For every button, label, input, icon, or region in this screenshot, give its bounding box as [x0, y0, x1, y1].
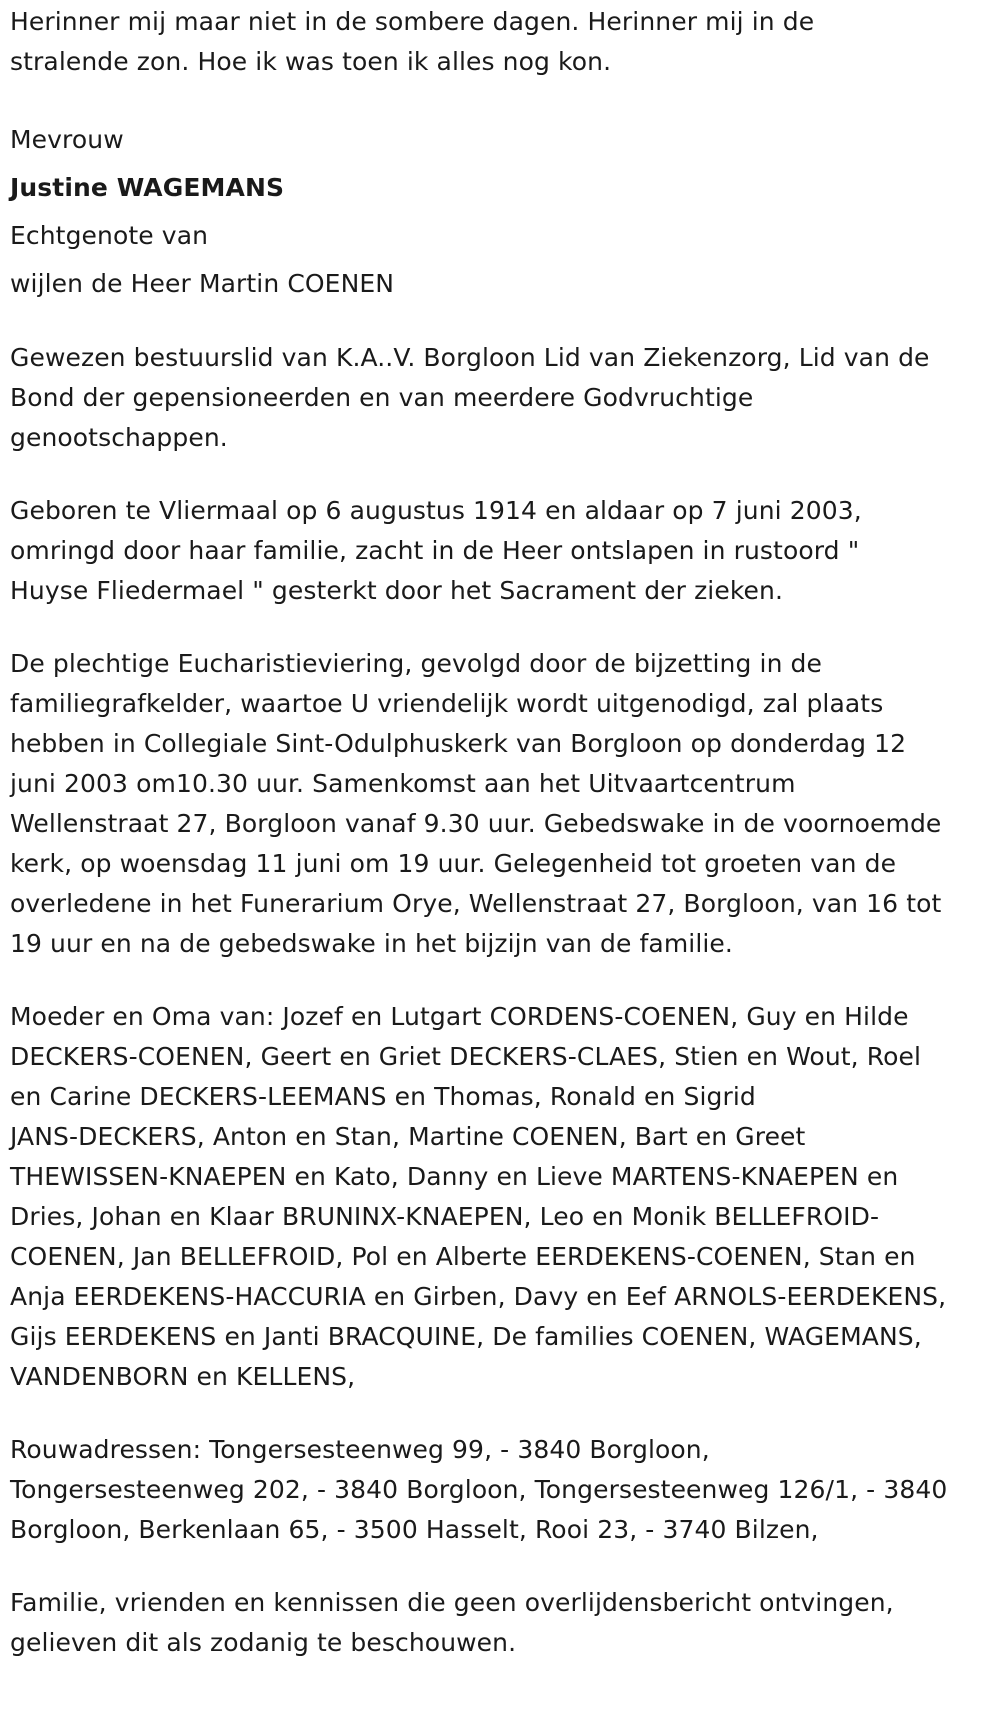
ceremony-paragraph: [10, 644, 995, 964]
relation: Echtgenote van: [10, 221, 209, 250]
text-line: Gewezen bestuurslid van K.A..V. Borgloon Lid van Ziekenzorg, Lid van de: [10, 343, 930, 372]
text-line: COENEN, Jan BELLEFROID, Pol en Alberte EERDEKENS-COENEN, Stan en: [10, 1242, 916, 1271]
text-line: Huyse Fliedermael " gesterkt door het Sacrament der zieken.: [10, 576, 783, 605]
obituary-document: [10, 0, 995, 1663]
text-line: juni 2003 om10.30 uur. Samenkomst aan het Uitvaartcentrum: [10, 769, 796, 798]
text-line: THEWISSEN-KNAEPEN en Kato, Danny en Lieve MARTENS-KNAEPEN en: [10, 1162, 899, 1191]
text-line: Tongersesteenweg 202, - 3840 Borgloon, Tongersesteenweg 126/1, - 3840: [10, 1475, 948, 1504]
text-line: 19 uur en na de gebedswake in het bijzijn van de familie.: [10, 929, 733, 958]
text-line: kerk, op woensdag 11 juni om 19 uur. Gelegenheid tot groeten van de: [10, 849, 897, 878]
closing-paragraph: [10, 1583, 995, 1663]
memorial-poem: [10, 0, 995, 82]
text-line: genootschappen.: [10, 423, 228, 452]
deceased-name: Justine WAGEMANS: [10, 173, 285, 202]
text-line: Gijs EERDEKENS en Janti BRACQUINE, De families COENEN, WAGEMANS,: [10, 1322, 922, 1351]
text-line: JANS-DECKERS, Anton en Stan, Martine COENEN, Bart en Greet: [10, 1122, 806, 1151]
text-line: DECKERS-COENEN, Geert en Griet DECKERS-CLAES, Stien en Wout, Roel: [10, 1042, 922, 1071]
salutation: Mevrouw: [10, 125, 124, 154]
text-line: gelieven dit als zodanig te beschouwen.: [10, 1628, 517, 1657]
text-line: Borgloon, Berkenlaan 65, - 3500 Hasselt, Rooi 23, - 3740 Bilzen,: [10, 1515, 819, 1544]
text-line: Geboren te Vliermaal op 6 augustus 1914 en aldaar op 7 juni 2003,: [10, 496, 862, 525]
text-line: Bond der gepensioneerden en van meerdere Godvruchtige: [10, 383, 754, 412]
text-line: Rouwadressen: Tongersesteenweg 99, - 3840 Borgloon,: [10, 1435, 710, 1464]
text-line: Dries, Johan en Klaar BRUNINX-KNAEPEN, Leo en Monik BELLEFROID-: [10, 1202, 880, 1231]
family-paragraph: [10, 997, 995, 1397]
text-line: Moeder en Oma van: Jozef en Lutgart CORDENS-COENEN, Guy en Hilde: [10, 1002, 909, 1031]
text-line: Wellenstraat 27, Borgloon vanaf 9.30 uur. Gebedswake in de voornoemde: [10, 809, 942, 838]
text-line: omringd door haar familie, zacht in de Heer ontslapen in rustoord ": [10, 536, 860, 565]
text-line: hebben in Collegiale Sint-Odulphuskerk van Borgloon op donderdag 12: [10, 729, 907, 758]
birth-death-paragraph: [10, 491, 995, 611]
text-line: familiegrafkelder, waartoe U vriendelijk wordt uitgenodigd, zal plaats: [10, 689, 884, 718]
text-line: De plechtige Eucharistieviering, gevolgd door de bijzetting in de: [10, 649, 823, 678]
deceased-block: [10, 116, 995, 308]
poem-line: Herinner mij maar niet in de sombere dagen. Herinner mij in de: [10, 7, 815, 36]
text-line: VANDENBORN en KELLENS,: [10, 1362, 356, 1391]
memberships-paragraph: [10, 338, 995, 458]
poem-line: stralende zon. Hoe ik was toen ik alles nog kon.: [10, 47, 612, 76]
text-line: Anja EERDEKENS-HACCURIA en Girben, Davy en Eef ARNOLS-EERDEKENS,: [10, 1282, 947, 1311]
spouse-name: wijlen de Heer Martin COENEN: [10, 269, 395, 298]
addresses-paragraph: [10, 1430, 995, 1550]
text-line: en Carine DECKERS-LEEMANS en Thomas, Ronald en Sigrid: [10, 1082, 756, 1111]
text-line: Familie, vrienden en kennissen die geen overlijdensbericht ontvingen,: [10, 1588, 894, 1617]
text-line: overledene in het Funerarium Orye, Wellenstraat 27, Borgloon, van 16 tot: [10, 889, 942, 918]
